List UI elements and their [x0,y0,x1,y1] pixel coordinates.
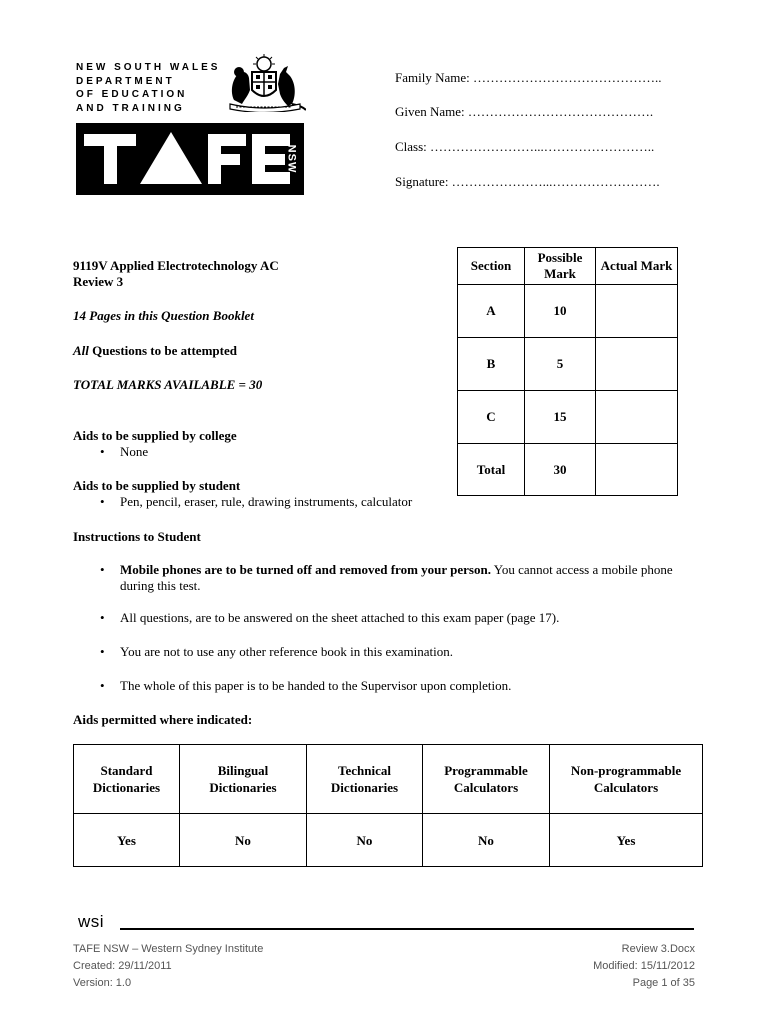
aids-value-cell: No [423,814,550,867]
college-aids-item: • None [100,444,149,459]
instruction-text: The whole of this paper is to be handed to the Supervisor upon completion. [120,678,512,693]
aids-label-cell: Bilingual Dictionaries [180,745,307,814]
tafe-logo [76,123,304,195]
signature-field[interactable]: Signature: …………………...……………………. [395,174,660,189]
marks-table [457,247,678,496]
aids-label-row [74,745,703,814]
footer-created: Created: 29/11/2011 [73,960,172,972]
bullet-icon: • [100,562,105,577]
footer-left [73,941,263,992]
aids-value-cell: Yes [550,814,703,867]
aids-label-cell: Programmable Calculators [423,745,550,814]
marks-section-cell: C [458,391,525,444]
class-field[interactable]: Class: ……………………...…………………….. [395,139,655,154]
aids-value-cell: No [307,814,423,867]
table-row [458,338,678,391]
college-aids-heading: Aids to be supplied by college [73,428,237,443]
bullet-icon: • [100,610,105,625]
table-row [458,285,678,338]
student-aids-heading: Aids to be supplied by student [73,478,241,493]
total-marks: TOTAL MARKS AVAILABLE = 30 [73,377,263,392]
instruction-text: You cannot access a mobile phone during this test. [120,562,673,593]
tafe-wordmark [76,123,304,195]
marks-possible-cell: 5 [525,338,596,391]
department-name [76,61,220,115]
bullet-icon: • [100,644,105,659]
college-aids-text: None [120,444,149,459]
course-review: Review 3 [73,274,124,289]
aids-label-cell: Non-programmable Calculators [550,745,703,814]
attempt-emphasis: All [73,343,89,358]
marks-header-actual: Actual Mark [596,248,678,285]
department-line: AND TRAINING [76,102,185,114]
aids-label-cell: Standard Dictionaries [74,745,180,814]
student-aids-item: • Pen, pencil, eraser, rule, drawing instruments, calculator [100,494,413,509]
aids-label-cell: Technical Dictionaries [307,745,423,814]
logo-subtext: NSW [285,144,298,174]
attempt-text: Questions to be attempted [88,343,237,358]
footer-divider [120,928,694,930]
marks-possible-cell: 30 [525,444,596,496]
department-line: OF EDUCATION [76,89,188,100]
department-line: DEPARTMENT [76,75,175,87]
marks-section-cell: A [458,285,525,338]
marks-actual-cell[interactable] [596,444,678,496]
course-title: 9119V Applied Electrotechnology AC [73,258,279,273]
marks-section-cell: B [458,338,525,391]
marks-header-row [458,248,678,285]
instruction-text: All questions, are to be answered on the sheet attached to this exam paper (page 17). [120,610,560,625]
bullet-icon: • [100,678,105,693]
page-count: 14 Pages in this Question Booklet [73,308,254,323]
marks-header-possible: Possible Mark [525,248,596,285]
footer-page-number: Page 1 of 35 [632,977,695,989]
aids-value-row [74,814,703,867]
table-row [458,444,678,496]
department-line: NEW SOUTH WALES [76,62,221,73]
wsi-logo-text: wsi [78,912,105,931]
marks-actual-cell[interactable] [596,338,678,391]
marks-possible-cell: 10 [525,285,596,338]
aids-permitted-table [73,744,703,867]
wsi-logo [78,912,104,932]
instruction-bold-text: Mobile phones are to be turned off and removed from your person. [120,562,491,577]
family-name-field[interactable]: Family Name: …………………………………….. [395,70,662,85]
aids-permitted-heading: Aids permitted where indicated: [73,712,253,727]
given-name-field[interactable]: Given Name: ……………………………………. [395,104,654,119]
marks-section-cell: Total [458,444,525,496]
footer-institute: TAFE NSW – Western Sydney Institute [73,943,264,955]
aids-value-cell: Yes [74,814,180,867]
footer-right [593,941,695,992]
aids-value-cell: No [180,814,307,867]
footer-version: Version: 1.0 [73,977,132,989]
instructions-heading: Instructions to Student [73,529,201,544]
student-aids-text: Pen, pencil, eraser, rule, drawing instruments, calculator [120,494,413,509]
footer-modified: Modified: 15/11/2012 [593,960,695,972]
marks-possible-cell: 15 [525,391,596,444]
table-row [458,391,678,444]
marks-actual-cell[interactable] [596,391,678,444]
marks-header-section: Section [458,248,525,285]
instruction-text: You are not to use any other reference book in this examination. [120,644,453,659]
marks-actual-cell[interactable] [596,285,678,338]
coat-of-arms-icon [222,54,306,112]
footer-filename: Review 3.Docx [621,943,695,955]
attempt-note [73,343,237,359]
